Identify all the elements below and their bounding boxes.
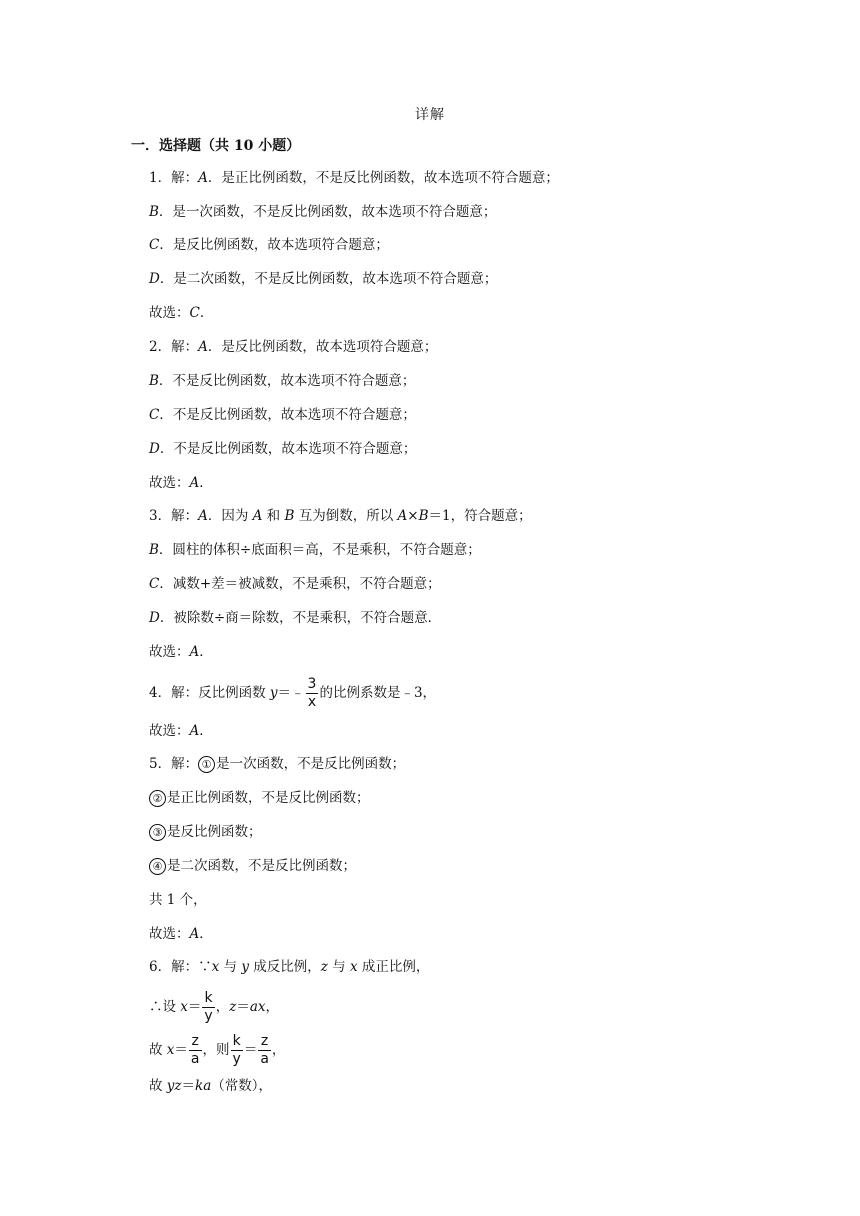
q3-line-b: B．圆柱的体积÷底面积＝高，不是乘积，不符合题意； (149, 542, 481, 558)
q2-line-d: D．不是反比例函数，故本选项不符合题意； (149, 441, 417, 457)
fraction: $\frac{3}{x}$ (307, 676, 317, 710)
q5-line-b: ② 是正比例函数，不是反比例函数； (149, 788, 370, 808)
q6-line-b: ∴设 x＝ $\frac{k}{y}$ ，z＝ax， (149, 990, 280, 1024)
q6-line-a: 6．解：∵x 与 y 成反比例，z 与 x 成正比例， (149, 959, 430, 975)
q6-line-d: 故 yz＝ka（常数）， (149, 1078, 273, 1094)
q4-line-a: 4．解：反比例函数 y＝﹣ $\frac{3}{x}$ 的比例系数是﹣3， (149, 676, 437, 710)
fraction: $\frac{z}{a}$ (190, 1033, 200, 1067)
q3-line-d: D．被除数÷商＝除数，不是乘积，不符合题意． (149, 610, 442, 626)
q3-line-c: C．减数+差＝被减数，不是乘积，不符合题意； (149, 576, 441, 592)
q3-line-a: 3．解：A．因为 A 和 B 互为倒数，所以 A×B＝1，符合题意； (149, 508, 532, 524)
q5-line-c: ③ 是反比例函数； (149, 822, 262, 842)
q1-line-b: B．是一次函数，不是反比例函数，故本选项不符合题意； (149, 204, 497, 220)
circled-number: ④ (149, 858, 166, 875)
fraction: $\frac{k}{y}$ (232, 1033, 241, 1067)
circled-number: ① (198, 756, 215, 773)
q5-line-a: 5．解： ① 是一次函数，不是反比例函数； (149, 756, 406, 772)
q2-answer: 故选：A． (149, 475, 213, 491)
q1-answer: 故选：C． (149, 305, 214, 321)
q3-answer: 故选：A． (149, 644, 213, 660)
circled-number: ③ (149, 824, 166, 841)
q5-count: 共 1 个， (149, 892, 207, 908)
q1-line-c: C．是反比例函数，故本选项符合题意； (149, 237, 389, 253)
fraction: $\frac{z}{a}$ (260, 1033, 269, 1067)
q5-answer: 故选：A． (149, 926, 213, 942)
q1-line-d: D．是二次函数，不是反比例函数，故本选项不符合题意； (149, 271, 498, 287)
q2-line-b: B．不是反比例函数，故本选项不符合题意； (149, 373, 416, 389)
q4-answer: 故选：A． (149, 723, 213, 739)
q5-line-d: ④ 是二次函数，不是反比例函数； (149, 856, 356, 876)
q6-line-c: 故 x＝ $\frac{z}{a}$ ，则 $\frac{k}{y}$ ＝ $\frac{z}{a}$ ， (149, 1033, 286, 1067)
q2-line-a: 2．解：A．是反比例函数，故本选项符合题意； (149, 339, 438, 355)
circled-number: ② (149, 790, 166, 807)
q2-line-c: C．不是反比例函数，故本选项不符合题意； (149, 407, 416, 423)
fraction: $\frac{k}{y}$ (204, 990, 213, 1024)
section-heading: 一．选择题（共 10 小题） (131, 138, 301, 154)
page-title: 详解 (415, 107, 445, 123)
q1-line-a: 1．解：A．是正比例函数，不是反比例函数，故本选项不符合题意； (149, 170, 559, 186)
